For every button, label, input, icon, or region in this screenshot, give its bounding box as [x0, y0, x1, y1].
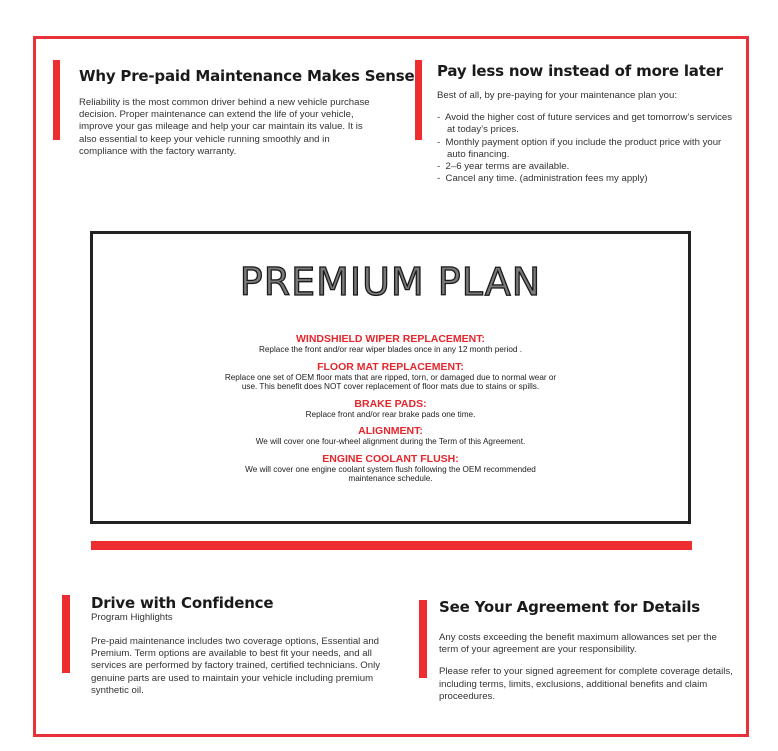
- benefit-item: [223, 334, 558, 355]
- benefit-name: ENGINE COOLANT FLUSH:: [322, 452, 459, 465]
- benefit-name: ALIGNMENT:: [358, 425, 423, 437]
- confidence-paragraph: Pre-paid maintenance includes two coverage options, Essential and Premium. Term options are available to best fit your needs, and all services are performed by factory trained, certified technicians. Only genuine parts are used to maintain your vehicle including premium synthetic oil.: [91, 636, 381, 696]
- section-subtitle: Program Highlights: [91, 612, 173, 623]
- list-item: - 2–6 year terms are available.: [437, 161, 737, 173]
- benefit-name: WINDSHIELD WIPER REPLACEMENT:: [296, 333, 485, 345]
- list-item: - Cancel any time. (administration fees my apply): [437, 173, 737, 185]
- section-accent-bar: [419, 600, 427, 678]
- benefit-desc: Replace the front and/or rear wiper blades once in any 12 month period .: [258, 345, 523, 354]
- section-accent-bar: [62, 595, 70, 673]
- benefit-item: [223, 362, 558, 392]
- benefit-desc: Replace front and/or rear brake pads one time.: [305, 409, 476, 419]
- benefit-name: FLOOR MAT REPLACEMENT:: [317, 360, 464, 373]
- benefit-item: [223, 426, 558, 447]
- benefit-desc: We will cover one four-wheel alignment during the Term of this Agreement.: [255, 437, 526, 446]
- list-item: - Avoid the higher cost of future services and get tomorrow’s services at today’s prices.: [437, 112, 737, 136]
- pay-less-intro: Best of all, by pre-paying for your maintenance plan you:: [437, 90, 677, 101]
- section-accent-bar: [53, 60, 60, 140]
- section-accent-bar: [415, 60, 422, 140]
- section-title: Drive with Confidence: [91, 594, 274, 612]
- section-title: Why Pre-paid Maintenance Makes Sense: [79, 67, 415, 85]
- benefit-desc: We will cover one engine coolant system flush following the OEM recommended maintenance schedule.: [245, 464, 536, 483]
- pay-less-list: [437, 112, 737, 185]
- section-title: See Your Agreement for Details: [439, 598, 701, 616]
- section-body: [79, 97, 379, 158]
- benefit-item: [223, 454, 558, 484]
- benefit-item: [223, 399, 558, 420]
- why-paragraph: Reliability is the most common driver behind a new vehicle purchase decision. Proper maintenance can extend the life of your vehicle, improve your gas mileage and help your car maintain its value. It is also essential to keep your vehicle running smoothly and in compliance with the factory warranty.: [79, 97, 370, 157]
- benefit-list: [223, 334, 558, 491]
- agreement-paragraph-2: Please refer to your signed agreement for complete coverage details, including terms, limits, exclusions, additional benefits and claim proceedures.: [439, 666, 733, 702]
- benefit-desc: Replace one set of OEM floor mats that are ripped, torn, or damaged due to normal wear or use. This benefit does NOT cover replacement of floor mats due to stains or spills.: [224, 372, 557, 391]
- list-item: - Monthly payment option if you include the product price with your auto financing.: [437, 137, 737, 161]
- section-body: [439, 632, 737, 703]
- benefit-name: BRAKE PADS:: [354, 397, 427, 410]
- section-title: Pay less now instead of more later: [437, 62, 723, 80]
- plan-title: PREMIUM PLAN: [239, 260, 542, 304]
- agreement-paragraph-1: Any costs exceeding the benefit maximum allowances set per the term of your agreement are your responsibility.: [439, 632, 717, 656]
- section-body: [91, 636, 391, 697]
- premium-plan-box: [90, 231, 691, 524]
- section-body: [437, 90, 737, 185]
- red-divider: [91, 541, 692, 550]
